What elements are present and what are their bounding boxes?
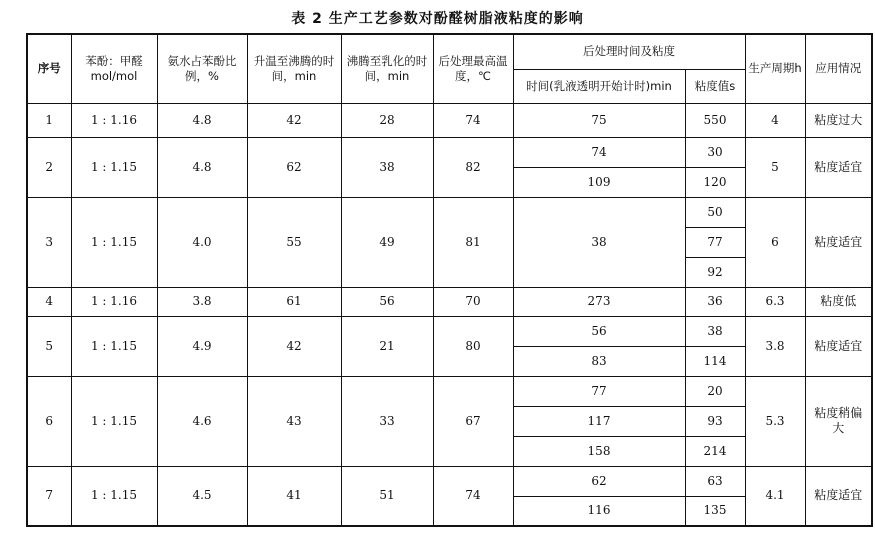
cell-ratio: 1 : 1.15	[71, 197, 157, 287]
header-max-temp: 后处理最高温度，℃	[433, 34, 513, 103]
cell-viscosity: 50	[685, 197, 745, 227]
cell-application: 粘度稍偏 大	[805, 376, 872, 466]
header-post-group: 后处理时间及粘度	[513, 34, 745, 69]
cell-maxtemp: 82	[433, 137, 513, 197]
cell-time: 74	[513, 137, 685, 167]
header-emulsify-time: 沸腾至乳化的时间，min	[341, 34, 433, 103]
table-row	[27, 287, 872, 316]
table-row	[27, 103, 872, 137]
cell-cycle: 6	[745, 197, 805, 287]
cell-viscosity: 63	[685, 466, 745, 496]
table-row	[27, 466, 872, 496]
header-seq: 序号	[27, 34, 71, 103]
cell-seq: 5	[27, 316, 71, 376]
cell-ratio: 1 : 1.15	[71, 137, 157, 197]
cell-viscosity: 30	[685, 137, 745, 167]
cell-viscosity: 93	[685, 406, 745, 436]
cell-time: 56	[513, 316, 685, 346]
cell-time: 116	[513, 496, 685, 526]
cell-time: 117	[513, 406, 685, 436]
cell-ratio: 1 : 1.16	[71, 103, 157, 137]
cell-cycle: 4	[745, 103, 805, 137]
cell-viscosity: 38	[685, 316, 745, 346]
cell-viscosity: 214	[685, 436, 745, 466]
cell-application: 粘度适宜	[805, 316, 872, 376]
cell-maxtemp: 70	[433, 287, 513, 316]
cell-time: 83	[513, 346, 685, 376]
cell-cycle: 5.3	[745, 376, 805, 466]
cell-cycle: 4.1	[745, 466, 805, 526]
table-row	[27, 197, 872, 227]
cell-application: 粘度适宜	[805, 197, 872, 287]
cell-seq: 7	[27, 466, 71, 526]
cell-ratio: 1 : 1.15	[71, 316, 157, 376]
header-application: 应用情况	[805, 34, 872, 103]
cell-application: 粘度过大	[805, 103, 872, 137]
viscosity-table	[26, 33, 873, 527]
cell-heat: 61	[247, 287, 341, 316]
cell-viscosity: 550	[685, 103, 745, 137]
cell-time: 109	[513, 167, 685, 197]
cell-ratio: 1 : 1.15	[71, 466, 157, 526]
cell-viscosity: 36	[685, 287, 745, 316]
cell-seq: 6	[27, 376, 71, 466]
cell-ammonia: 4.5	[157, 466, 247, 526]
cell-ammonia: 4.0	[157, 197, 247, 287]
cell-maxtemp: 67	[433, 376, 513, 466]
cell-heat: 62	[247, 137, 341, 197]
header-cycle: 生产周期h	[745, 34, 805, 103]
cell-emulsify: 38	[341, 137, 433, 197]
cell-time: 77	[513, 376, 685, 406]
cell-seq: 3	[27, 197, 71, 287]
cell-viscosity: 20	[685, 376, 745, 406]
header-viscosity: 粘度值s	[685, 69, 745, 103]
header-ratio: 苯酚：甲醛mol/mol	[71, 34, 157, 103]
table-row	[27, 376, 872, 406]
cell-heat: 41	[247, 466, 341, 526]
cell-application: 粘度低	[805, 287, 872, 316]
cell-ammonia: 4.8	[157, 103, 247, 137]
cell-cycle: 5	[745, 137, 805, 197]
cell-time: 62	[513, 466, 685, 496]
cell-seq: 1	[27, 103, 71, 137]
cell-emulsify: 28	[341, 103, 433, 137]
cell-viscosity: 114	[685, 346, 745, 376]
cell-maxtemp: 81	[433, 197, 513, 287]
cell-maxtemp: 74	[433, 466, 513, 526]
cell-maxtemp: 74	[433, 103, 513, 137]
cell-heat: 43	[247, 376, 341, 466]
header-heat-time: 升温至沸腾的时间，min	[247, 34, 341, 103]
cell-heat: 42	[247, 316, 341, 376]
cell-viscosity: 135	[685, 496, 745, 526]
cell-time: 158	[513, 436, 685, 466]
table-row	[27, 137, 872, 167]
cell-emulsify: 56	[341, 287, 433, 316]
cell-ammonia: 4.6	[157, 376, 247, 466]
cell-emulsify: 51	[341, 466, 433, 526]
cell-application: 粘度适宜	[805, 137, 872, 197]
cell-cycle: 6.3	[745, 287, 805, 316]
cell-time: 75	[513, 103, 685, 137]
cell-seq: 4	[27, 287, 71, 316]
cell-emulsify: 49	[341, 197, 433, 287]
cell-cycle: 3.8	[745, 316, 805, 376]
table-caption: 表 2 生产工艺参数对酚醛树脂液粘度的影响	[291, 11, 584, 27]
cell-ammonia: 4.8	[157, 137, 247, 197]
cell-maxtemp: 80	[433, 316, 513, 376]
cell-heat: 42	[247, 103, 341, 137]
header-ammonia: 氨水占苯酚比例，%	[157, 34, 247, 103]
cell-heat: 55	[247, 197, 341, 287]
cell-ratio: 1 : 1.16	[71, 287, 157, 316]
cell-emulsify: 21	[341, 316, 433, 376]
cell-viscosity: 92	[685, 257, 745, 287]
cell-ammonia: 3.8	[157, 287, 247, 316]
cell-ratio: 1 : 1.15	[71, 376, 157, 466]
table-row	[27, 316, 872, 346]
cell-ammonia: 4.9	[157, 316, 247, 376]
cell-emulsify: 33	[341, 376, 433, 466]
cell-time: 273	[513, 287, 685, 316]
cell-application: 粘度适宜	[805, 466, 872, 526]
cell-seq: 2	[27, 137, 71, 197]
header-post-time: 时间(乳液透明开始计时)min	[513, 69, 685, 103]
cell-viscosity: 120	[685, 167, 745, 197]
cell-viscosity: 77	[685, 227, 745, 257]
cell-time: 38	[513, 197, 685, 287]
